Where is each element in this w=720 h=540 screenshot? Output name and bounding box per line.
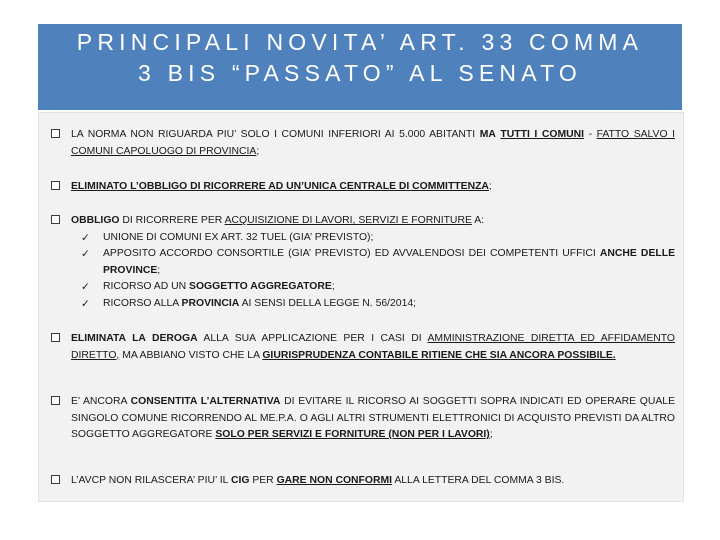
text-run: ACQUISIZIONE DI LAVORI, SERVIZI E FORNITURE [224,215,472,226]
text-run: UNIONE DI COMUNI EX ART. 32 TUEL (GIA’ PREVISTO); [103,231,374,243]
text-run: ANCHE DELLE PROVINCE [103,248,675,276]
item-text [71,473,675,490]
text-run: PER [249,475,277,486]
checkmark-icon: ✓ [81,231,90,244]
text-run: ALLA SUA APPLICAZIONE PER I CASI DI [197,333,428,344]
text-run: CIG [230,475,250,486]
text-run: ELIMINATA LA DEROGA [71,333,198,344]
item-text [71,213,675,312]
item-text [71,179,675,196]
item-text [71,394,675,444]
text-run: - [584,129,597,140]
content-box [38,112,684,502]
text-run: RICORSO ALLA [103,297,182,309]
slide-title-box [38,24,682,110]
sub-list-item [71,279,675,296]
text-run: ; [157,264,161,276]
text-run: ELIMINATO L’OBBLIGO DI RICORRERE AD UN’UNICA CENTRALE DI COMMITTENZA [71,181,489,192]
text-run: ; [488,181,492,192]
slide-title-line-2: 3 BIS “PASSATO” AL SENATO [137,60,582,86]
item-text [71,127,675,160]
square-bullet-icon [51,396,60,405]
square-bullet-icon [51,181,60,190]
text-run: TUTTI I COMUNI [500,129,585,140]
text-run: OBBLIGO [71,215,120,226]
square-bullet-icon [51,333,60,342]
square-bullet-icon [51,475,60,484]
text-run: MA [479,129,496,140]
text-run: GARE NON CONFORMI [276,475,393,486]
text-run: AI SENSI DELLA LEGGE N. 56/2014; [239,297,417,309]
text-run: SOGGETTO AGGREGATORE [189,281,332,292]
sub-list-item [71,246,675,279]
sub-list-item [71,230,675,247]
checkmark-icon: ✓ [81,248,90,260]
square-bullet-icon [51,215,60,224]
text-run: E’ ANCORA [71,396,131,407]
text-run: A: [471,215,485,226]
text-run: AMMINISTRAZIONE DIRETTA ED AFFIDAMENTO DIRETTO, [71,333,676,361]
text-run: L’AVCP NON RILASCERA’ PIU’ IL [71,475,231,486]
text-run: LA NORMA NON RIGUARDA PIU’ SOLO I COMUNI INFERIORI AI 5.000 ABITANTI [71,129,480,140]
text-run: FATTO SALVO I COMUNI CAPOLUOGO DI PROVINCIA [71,129,676,157]
text-run: PROVINCIA [181,297,240,309]
sub-list-item [71,296,675,313]
checkmark-icon: ✓ [81,297,90,310]
text-run: DI RICORRERE PER [119,215,225,226]
text-run: GIURISPRUDENZA CONTABILE RITIENE CHE SIA ANCORA POSSIBILE. [262,349,616,361]
text-run: APPOSITO ACCORDO CONSORTILE (GIA’ PREVISTO) ED AVVALENDOSI DEI COMPETENTI UFFICI [103,248,600,259]
text-run: DI EVITARE IL RICORSO AI SOGGETTI SOPRA INDICATI ED OPERARE QUALE SINGOLO COMUNE RICORRENDO AL ME.P.A. O AGLI ALTRI STRUMENTI ELETTRONICI DI ACQUISTO PREVISTI DA ALTRO SOGGETTO AGGREGATORE [71,396,676,440]
text-run: CONSENTITA L’ALTERNATIVA [130,396,281,407]
checkmark-icon: ✓ [81,281,90,293]
text-run: ; [331,281,335,292]
text-run: ALLA LETTERA DEL COMMA 3 BIS. [392,475,565,486]
text-run: MA ABBIANO VISTO CHE LA [119,349,263,361]
slide-title-line-1: PRINCIPALI NOVITA’ ART. 33 COMMA [76,29,644,55]
text-run: ; [489,429,493,440]
item-text [71,331,675,364]
square-bullet-icon [51,129,60,138]
text-run: SOLO PER SERVIZI E FORNITURE (NON PER I LAVORI) [215,429,490,440]
text-run: ; [256,145,260,157]
text-run: RICORSO AD UN [103,281,190,292]
sub-list [71,230,675,313]
